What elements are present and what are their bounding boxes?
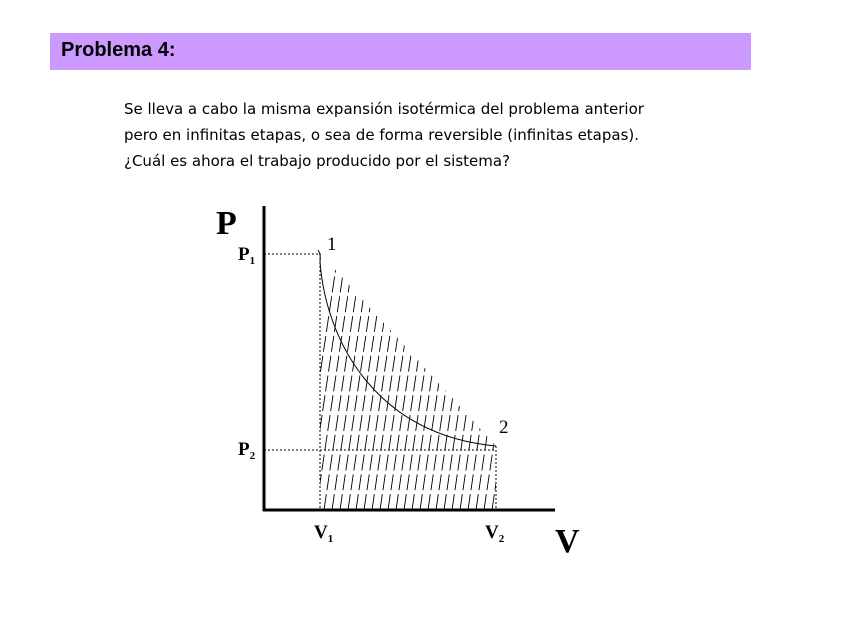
hatch-pattern: [300, 240, 556, 510]
hatch-line: [412, 240, 452, 510]
hatch-line: [348, 240, 388, 510]
statement-line-2: pero en infinitas etapas, o sea de forma reversible (infinitas etapas).: [124, 126, 640, 144]
v1-label: $V_1$: [314, 522, 334, 545]
hatch-line: [372, 240, 412, 510]
statement-line-3: ¿Cuál es ahora el trabajo producido por el sistema?: [124, 152, 511, 170]
hatch-line: [484, 240, 524, 510]
pv-diagram: [200, 190, 600, 570]
hatch-line: [500, 240, 540, 510]
isotherm-curve: [318, 250, 496, 446]
hatch-line: [388, 240, 428, 510]
state-2-label: 2: [499, 417, 509, 438]
hatch-line: [308, 240, 348, 510]
hatch-line: [468, 240, 508, 510]
hatch-line: [516, 240, 556, 510]
problem-statement: [124, 96, 744, 174]
pressure-axis-label: P: [216, 205, 237, 242]
hatch-line: [428, 240, 468, 510]
p1-label: $P_1$: [238, 244, 256, 267]
slide-title: Problema 4:: [61, 39, 176, 61]
volume-axis-label: V: [555, 523, 580, 560]
hatch-line: [476, 240, 516, 510]
hatch-line: [364, 240, 404, 510]
hatch-line: [380, 240, 420, 510]
hatch-line: [452, 240, 492, 510]
p2-label: $P_2$: [238, 439, 256, 462]
hatch-line: [492, 240, 532, 510]
hatch-line: [332, 240, 372, 510]
hatch-line: [324, 240, 364, 510]
title-bar: [50, 33, 751, 70]
state-1-label: 1: [327, 234, 337, 255]
hatch-line: [420, 240, 460, 510]
hatch-line: [508, 240, 548, 510]
statement-line-1: Se lleva a cabo la misma expansión isotérmica del problema anterior: [124, 100, 644, 118]
hatch-line: [436, 240, 476, 510]
hatch-line: [340, 240, 380, 510]
v2-label: $V_2$: [485, 522, 505, 545]
hatch-line: [404, 240, 444, 510]
hatch-line: [396, 240, 436, 510]
hatch-line: [460, 240, 500, 510]
hatch-line: [444, 240, 484, 510]
